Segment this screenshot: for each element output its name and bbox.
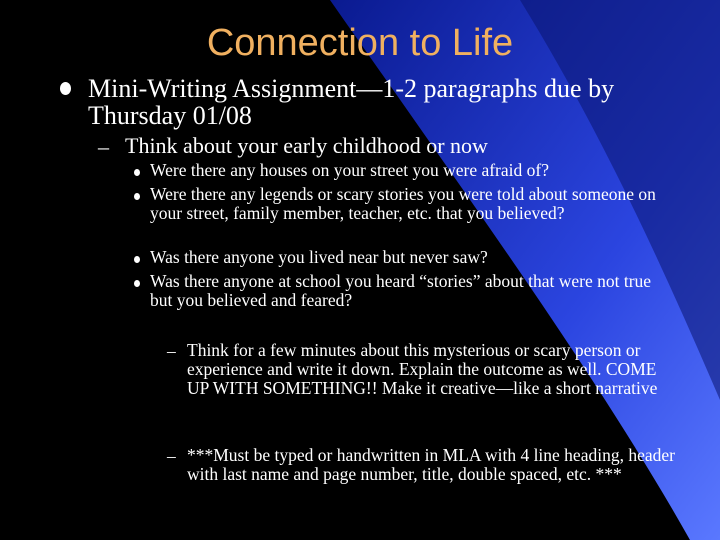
question-item: Were there any houses on your street you were afraid of? [150,160,549,180]
instruction-item: Think for a few minutes about this mysterious or scary person or experience and write it down. Explain the outcome as well. COME UP WITH SOMETHING!! Make it creative—like a short narrative [187,340,658,398]
slide-title: Connection to Life [206,22,514,64]
dash-icon: – [98,134,109,159]
bullet-dot-icon [134,169,140,176]
dash-icon: – [167,446,176,466]
bullet-dot-icon [60,82,71,95]
bullet-dot-icon [134,256,140,263]
question-item: Was there anyone you lived near but never saw? [150,247,488,267]
sub-bullet-think: Think about your early childhood or now [125,133,488,158]
bullet-assignment: Mini-Writing Assignment—1-2 paragraphs due by Thursday 01/08 [88,74,615,130]
instruction-item: ***Must be typed or handwritten in MLA with 4 line heading, header with last name and page number, title, double spaced, etc. *** [187,445,675,484]
bullet-dot-icon [134,193,140,200]
bullet-dot-icon [134,280,140,287]
question-item: Was there anyone at school you heard “stories” about that were not true but you believed and feared? [150,271,652,310]
dash-icon: – [167,341,176,361]
question-item: Were there any legends or scary stories you were told about someone on your street, family member, teacher, etc. that you believed? [150,184,656,223]
